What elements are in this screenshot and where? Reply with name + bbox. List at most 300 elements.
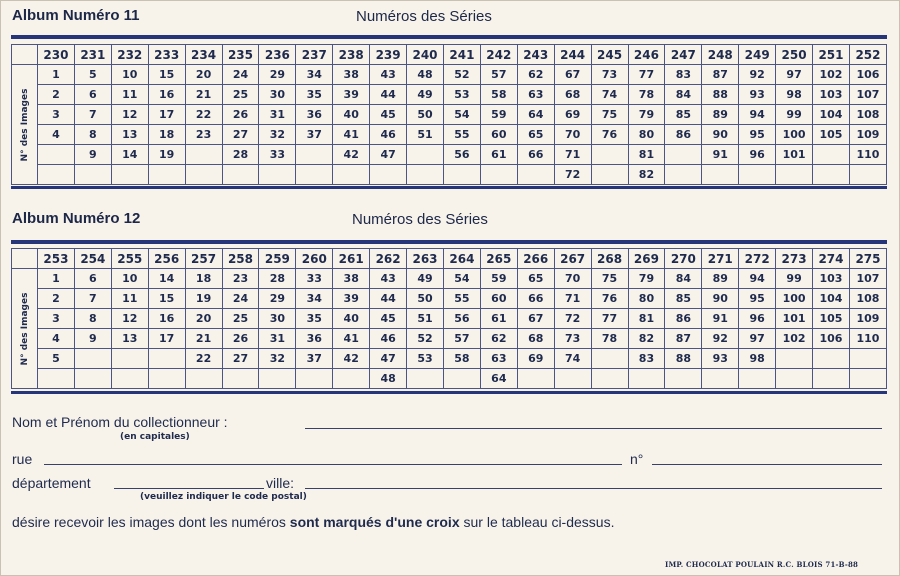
image-number-cell[interactable]: 51: [407, 309, 444, 329]
image-number-cell[interactable]: 53: [407, 349, 444, 369]
image-number-cell[interactable]: 61: [480, 145, 517, 165]
image-number-cell[interactable]: 104: [813, 289, 850, 309]
image-number-cell[interactable]: 109: [849, 309, 886, 329]
image-number-cell[interactable]: 19: [148, 145, 185, 165]
image-number-cell[interactable]: 8: [74, 125, 111, 145]
image-number-cell[interactable]: [185, 145, 222, 165]
image-number-cell[interactable]: 55: [443, 125, 480, 145]
image-number-cell[interactable]: 92: [739, 65, 776, 85]
image-number-cell[interactable]: 48: [407, 65, 444, 85]
image-number-cell[interactable]: 60: [480, 125, 517, 145]
image-number-cell[interactable]: 38: [333, 65, 370, 85]
city-label: ville:: [266, 475, 295, 491]
image-number-cell[interactable]: 70: [554, 269, 591, 289]
image-number-cell[interactable]: 20: [185, 309, 222, 329]
image-number-cell[interactable]: [370, 165, 407, 185]
image-number-cell[interactable]: [776, 165, 813, 185]
image-number-cell[interactable]: 14: [148, 269, 185, 289]
image-number-cell[interactable]: 42: [333, 349, 370, 369]
image-number-cell[interactable]: 23: [222, 269, 259, 289]
image-number-cell[interactable]: 9: [74, 145, 111, 165]
album-12-top-rule: [11, 240, 887, 244]
image-number-cell[interactable]: [74, 349, 111, 369]
image-number-cell[interactable]: [333, 369, 370, 389]
image-number-cell[interactable]: [259, 369, 296, 389]
image-number-cell[interactable]: 35: [296, 309, 333, 329]
image-number-cell[interactable]: 76: [591, 289, 628, 309]
image-number-cell[interactable]: 108: [849, 289, 886, 309]
image-number-cell[interactable]: 31: [259, 105, 296, 125]
image-number-cell[interactable]: 45: [370, 105, 407, 125]
image-number-cell[interactable]: 84: [665, 269, 702, 289]
image-number-cell[interactable]: 81: [628, 309, 665, 329]
image-number-cell[interactable]: 22: [185, 349, 222, 369]
image-number-cell[interactable]: 13: [111, 329, 148, 349]
image-number-cell[interactable]: [443, 165, 480, 185]
image-number-cell[interactable]: [38, 369, 75, 389]
image-number-cell[interactable]: 33: [259, 145, 296, 165]
image-number-cell[interactable]: 14: [111, 145, 148, 165]
image-number-cell[interactable]: 44: [370, 289, 407, 309]
image-number-cell[interactable]: 81: [628, 145, 665, 165]
image-number-cell[interactable]: 36: [296, 329, 333, 349]
image-number-cell[interactable]: 74: [554, 349, 591, 369]
image-number-cell[interactable]: 106: [849, 65, 886, 85]
image-number-cell[interactable]: 43: [370, 65, 407, 85]
table-row: [12, 269, 887, 289]
image-number-cell[interactable]: 47: [370, 349, 407, 369]
image-number-cell[interactable]: 77: [628, 65, 665, 85]
image-number-cell[interactable]: 3: [38, 309, 75, 329]
image-number-cell[interactable]: 70: [554, 125, 591, 145]
image-number-cell[interactable]: 6: [74, 269, 111, 289]
image-number-cell[interactable]: 64: [480, 369, 517, 389]
image-number-cell[interactable]: 89: [702, 269, 739, 289]
image-number-cell[interactable]: 11: [111, 85, 148, 105]
image-number-cell[interactable]: 103: [813, 269, 850, 289]
image-number-cell[interactable]: 101: [776, 145, 813, 165]
image-number-cell[interactable]: 10: [111, 65, 148, 85]
image-number-cell[interactable]: 41: [333, 329, 370, 349]
image-number-cell[interactable]: 69: [554, 105, 591, 125]
image-number-cell[interactable]: 62: [480, 329, 517, 349]
image-number-cell[interactable]: 32: [259, 125, 296, 145]
image-number-cell[interactable]: 12: [111, 105, 148, 125]
image-number-cell[interactable]: [148, 349, 185, 369]
image-number-cell[interactable]: 100: [776, 125, 813, 145]
image-number-cell[interactable]: 46: [370, 329, 407, 349]
image-number-cell[interactable]: 3: [38, 105, 75, 125]
series-header: 271: [702, 249, 739, 269]
image-number-cell[interactable]: 20: [185, 65, 222, 85]
image-number-cell[interactable]: 85: [665, 289, 702, 309]
image-number-cell[interactable]: 34: [296, 65, 333, 85]
image-number-cell[interactable]: 27: [222, 349, 259, 369]
image-number-cell[interactable]: 63: [480, 349, 517, 369]
image-number-cell[interactable]: 39: [333, 85, 370, 105]
image-number-cell[interactable]: 30: [259, 85, 296, 105]
image-number-cell[interactable]: 107: [849, 85, 886, 105]
image-number-cell[interactable]: 76: [591, 125, 628, 145]
image-number-cell[interactable]: 93: [739, 85, 776, 105]
image-number-cell[interactable]: 62: [517, 65, 554, 85]
image-number-cell[interactable]: 57: [443, 329, 480, 349]
image-number-cell[interactable]: 18: [185, 269, 222, 289]
image-number-cell[interactable]: 87: [665, 329, 702, 349]
image-number-cell[interactable]: 67: [554, 65, 591, 85]
image-number-cell[interactable]: 9: [74, 329, 111, 349]
image-number-cell[interactable]: 30: [259, 309, 296, 329]
image-number-cell[interactable]: [554, 369, 591, 389]
image-number-cell[interactable]: 108: [849, 105, 886, 125]
image-number-cell[interactable]: [665, 145, 702, 165]
image-number-cell[interactable]: 65: [517, 269, 554, 289]
image-number-cell[interactable]: [74, 165, 111, 185]
image-number-cell[interactable]: 95: [739, 125, 776, 145]
number-field[interactable]: [652, 464, 882, 465]
image-number-cell[interactable]: 24: [222, 289, 259, 309]
image-number-cell[interactable]: 36: [296, 105, 333, 125]
image-number-cell[interactable]: 51: [407, 125, 444, 145]
image-number-cell[interactable]: 2: [38, 85, 75, 105]
image-number-cell[interactable]: 32: [259, 349, 296, 369]
image-number-cell[interactable]: 1: [38, 269, 75, 289]
image-number-cell[interactable]: 13: [111, 125, 148, 145]
image-number-cell[interactable]: 72: [554, 309, 591, 329]
image-number-cell[interactable]: [443, 369, 480, 389]
image-number-cell[interactable]: [849, 369, 886, 389]
image-number-cell[interactable]: [813, 145, 850, 165]
image-number-cell[interactable]: 98: [776, 85, 813, 105]
image-number-cell[interactable]: 96: [739, 309, 776, 329]
image-number-cell[interactable]: 18: [148, 125, 185, 145]
image-number-cell[interactable]: [296, 145, 333, 165]
image-number-cell[interactable]: 23: [185, 125, 222, 145]
image-number-cell[interactable]: 52: [443, 65, 480, 85]
image-number-cell[interactable]: [222, 369, 259, 389]
image-number-cell[interactable]: 73: [591, 65, 628, 85]
image-number-cell[interactable]: [739, 165, 776, 185]
image-number-cell[interactable]: 93: [702, 349, 739, 369]
image-number-cell[interactable]: 79: [628, 269, 665, 289]
image-number-cell[interactable]: 66: [517, 145, 554, 165]
image-number-cell[interactable]: 7: [74, 105, 111, 125]
image-number-cell[interactable]: 44: [370, 85, 407, 105]
image-number-cell[interactable]: 105: [813, 309, 850, 329]
series-header: 245: [591, 45, 628, 65]
image-number-cell[interactable]: 11: [111, 289, 148, 309]
image-number-cell[interactable]: [517, 369, 554, 389]
image-number-cell[interactable]: [591, 145, 628, 165]
series-header: 274: [813, 249, 850, 269]
image-number-cell[interactable]: 85: [665, 105, 702, 125]
image-number-cell[interactable]: 5: [74, 65, 111, 85]
image-number-cell[interactable]: 94: [739, 105, 776, 125]
image-number-cell[interactable]: [38, 165, 75, 185]
image-number-cell[interactable]: 15: [148, 65, 185, 85]
series-header: 253: [38, 249, 75, 269]
image-number-cell[interactable]: 17: [148, 329, 185, 349]
image-number-cell[interactable]: [591, 349, 628, 369]
image-number-cell[interactable]: 33: [296, 269, 333, 289]
image-number-cell[interactable]: 90: [702, 289, 739, 309]
image-number-cell[interactable]: [591, 369, 628, 389]
image-number-cell[interactable]: 60: [480, 289, 517, 309]
image-number-cell[interactable]: [813, 369, 850, 389]
image-number-cell[interactable]: 28: [259, 269, 296, 289]
image-number-cell[interactable]: 102: [776, 329, 813, 349]
image-number-cell[interactable]: 80: [628, 289, 665, 309]
image-number-cell[interactable]: 65: [517, 125, 554, 145]
image-number-cell[interactable]: 24: [222, 65, 259, 85]
image-number-cell[interactable]: [702, 165, 739, 185]
image-number-cell[interactable]: 47: [370, 145, 407, 165]
image-number-cell[interactable]: 103: [813, 85, 850, 105]
image-number-cell[interactable]: 89: [702, 105, 739, 125]
image-number-cell[interactable]: 84: [665, 85, 702, 105]
image-number-cell[interactable]: [222, 165, 259, 185]
image-number-cell[interactable]: 48: [370, 369, 407, 389]
image-number-cell[interactable]: [628, 369, 665, 389]
image-number-cell[interactable]: 97: [739, 329, 776, 349]
image-number-cell[interactable]: 7: [74, 289, 111, 309]
street-label: rue: [12, 451, 33, 467]
image-number-cell[interactable]: [480, 165, 517, 185]
image-number-cell[interactable]: 8: [74, 309, 111, 329]
image-number-cell[interactable]: [333, 165, 370, 185]
image-number-cell[interactable]: 82: [628, 329, 665, 349]
image-number-cell[interactable]: 56: [443, 145, 480, 165]
image-number-cell[interactable]: [665, 165, 702, 185]
image-number-cell[interactable]: 25: [222, 85, 259, 105]
image-number-cell[interactable]: 78: [628, 85, 665, 105]
image-number-cell[interactable]: 46: [370, 125, 407, 145]
image-number-cell[interactable]: 72: [554, 165, 591, 185]
image-number-cell[interactable]: 6: [74, 85, 111, 105]
image-number-cell[interactable]: 21: [185, 329, 222, 349]
image-number-cell[interactable]: 68: [554, 85, 591, 105]
image-number-cell[interactable]: 77: [591, 309, 628, 329]
image-number-cell[interactable]: 22: [185, 105, 222, 125]
image-number-cell[interactable]: 107: [849, 269, 886, 289]
series-header: 251: [813, 45, 850, 65]
image-number-cell[interactable]: 78: [591, 329, 628, 349]
image-number-cell[interactable]: 10: [111, 269, 148, 289]
image-number-cell[interactable]: 15: [148, 289, 185, 309]
image-number-cell[interactable]: 4: [38, 329, 75, 349]
image-number-cell[interactable]: 31: [259, 329, 296, 349]
image-number-cell[interactable]: 105: [813, 125, 850, 145]
image-number-cell[interactable]: [591, 165, 628, 185]
image-number-cell[interactable]: [665, 369, 702, 389]
album-11-top-rule: [11, 35, 887, 39]
image-number-cell[interactable]: 50: [407, 105, 444, 125]
image-number-cell[interactable]: 83: [665, 65, 702, 85]
image-number-cell[interactable]: 67: [517, 309, 554, 329]
image-number-cell[interactable]: 83: [628, 349, 665, 369]
image-number-cell[interactable]: 49: [407, 85, 444, 105]
image-number-cell[interactable]: 21: [185, 85, 222, 105]
image-number-cell[interactable]: 96: [739, 145, 776, 165]
name-label: Nom et Prénom du collectionneur :: [12, 414, 228, 430]
image-number-cell[interactable]: 26: [222, 105, 259, 125]
image-number-cell[interactable]: 16: [148, 309, 185, 329]
image-number-cell[interactable]: 29: [259, 65, 296, 85]
city-field[interactable]: [305, 488, 882, 489]
image-number-cell[interactable]: [813, 349, 850, 369]
image-number-cell[interactable]: 57: [480, 65, 517, 85]
image-number-cell[interactable]: 58: [443, 349, 480, 369]
image-number-cell[interactable]: 52: [407, 329, 444, 349]
image-number-cell[interactable]: 5: [38, 349, 75, 369]
image-number-cell[interactable]: [111, 349, 148, 369]
image-number-cell[interactable]: 29: [259, 289, 296, 309]
image-number-cell[interactable]: 74: [591, 85, 628, 105]
image-number-cell[interactable]: [74, 369, 111, 389]
name-field[interactable]: [305, 428, 882, 429]
image-number-cell[interactable]: [296, 369, 333, 389]
image-number-cell[interactable]: 92: [702, 329, 739, 349]
request-bold: sont marqués d'une croix: [289, 514, 460, 530]
image-number-cell[interactable]: 37: [296, 125, 333, 145]
album-12-table: [11, 248, 887, 389]
image-number-cell[interactable]: [111, 369, 148, 389]
image-number-cell[interactable]: [849, 349, 886, 369]
image-number-cell[interactable]: [813, 165, 850, 185]
image-number-cell[interactable]: 2: [38, 289, 75, 309]
image-number-cell[interactable]: 39: [333, 289, 370, 309]
dept-field[interactable]: [114, 488, 264, 489]
image-number-cell[interactable]: 75: [591, 105, 628, 125]
image-number-cell[interactable]: 50: [407, 289, 444, 309]
table-row: [12, 105, 887, 125]
image-number-cell[interactable]: 54: [443, 105, 480, 125]
image-number-cell[interactable]: [849, 165, 886, 185]
image-number-cell[interactable]: 88: [665, 349, 702, 369]
image-number-cell[interactable]: 61: [480, 309, 517, 329]
image-number-cell[interactable]: [517, 165, 554, 185]
image-number-cell[interactable]: [148, 165, 185, 185]
image-number-cell[interactable]: 71: [554, 289, 591, 309]
image-number-cell[interactable]: 27: [222, 125, 259, 145]
image-number-cell[interactable]: 110: [849, 145, 886, 165]
street-field[interactable]: [44, 464, 622, 465]
image-number-cell[interactable]: 55: [443, 289, 480, 309]
series-header: 230: [38, 45, 75, 65]
image-number-cell[interactable]: 35: [296, 85, 333, 105]
image-number-cell[interactable]: 110: [849, 329, 886, 349]
image-number-cell[interactable]: [776, 349, 813, 369]
image-number-cell[interactable]: [185, 165, 222, 185]
image-number-cell[interactable]: 86: [665, 125, 702, 145]
image-number-cell[interactable]: 41: [333, 125, 370, 145]
image-number-cell[interactable]: 26: [222, 329, 259, 349]
image-number-cell[interactable]: 17: [148, 105, 185, 125]
image-number-cell[interactable]: 69: [517, 349, 554, 369]
image-number-cell[interactable]: 42: [333, 145, 370, 165]
image-number-cell[interactable]: 12: [111, 309, 148, 329]
image-number-cell[interactable]: [148, 369, 185, 389]
image-number-cell[interactable]: 45: [370, 309, 407, 329]
image-number-cell[interactable]: 102: [813, 65, 850, 85]
image-number-cell[interactable]: [185, 369, 222, 389]
image-number-cell[interactable]: 49: [407, 269, 444, 289]
image-number-cell[interactable]: 16: [148, 85, 185, 105]
image-number-cell[interactable]: 38: [333, 269, 370, 289]
image-number-cell[interactable]: 75: [591, 269, 628, 289]
image-number-cell[interactable]: 91: [702, 145, 739, 165]
image-number-cell[interactable]: 4: [38, 125, 75, 145]
image-number-cell[interactable]: 97: [776, 65, 813, 85]
image-number-cell[interactable]: 25: [222, 309, 259, 329]
image-number-cell[interactable]: 56: [443, 309, 480, 329]
image-number-cell[interactable]: 59: [480, 105, 517, 125]
image-number-cell[interactable]: 91: [702, 309, 739, 329]
image-number-cell[interactable]: 101: [776, 309, 813, 329]
image-number-cell[interactable]: 104: [813, 105, 850, 125]
image-number-cell[interactable]: 98: [739, 349, 776, 369]
image-number-cell[interactable]: [702, 369, 739, 389]
image-number-cell[interactable]: 68: [517, 329, 554, 349]
image-number-cell[interactable]: [38, 145, 75, 165]
image-number-cell[interactable]: 109: [849, 125, 886, 145]
image-number-cell[interactable]: 40: [333, 105, 370, 125]
image-number-cell[interactable]: 80: [628, 125, 665, 145]
image-number-cell[interactable]: [296, 165, 333, 185]
series-header: 258: [222, 249, 259, 269]
image-number-cell[interactable]: [407, 165, 444, 185]
image-number-cell[interactable]: [776, 369, 813, 389]
number-label: n°: [630, 451, 644, 467]
image-number-cell[interactable]: 90: [702, 125, 739, 145]
image-number-cell[interactable]: 100: [776, 289, 813, 309]
image-number-cell[interactable]: [111, 165, 148, 185]
image-number-cell[interactable]: [407, 145, 444, 165]
image-number-cell[interactable]: 34: [296, 289, 333, 309]
image-number-cell[interactable]: 73: [554, 329, 591, 349]
image-number-cell[interactable]: 58: [480, 85, 517, 105]
image-number-cell[interactable]: 19: [185, 289, 222, 309]
image-number-cell[interactable]: 53: [443, 85, 480, 105]
image-number-cell[interactable]: 82: [628, 165, 665, 185]
series-header: 248: [702, 45, 739, 65]
image-number-cell[interactable]: [739, 369, 776, 389]
image-number-cell[interactable]: 64: [517, 105, 554, 125]
image-number-cell[interactable]: 63: [517, 85, 554, 105]
table-row: [12, 85, 887, 105]
image-number-cell[interactable]: 99: [776, 105, 813, 125]
image-number-cell[interactable]: 66: [517, 289, 554, 309]
image-number-cell[interactable]: 37: [296, 349, 333, 369]
image-number-cell[interactable]: [259, 165, 296, 185]
image-number-cell[interactable]: 40: [333, 309, 370, 329]
image-number-cell[interactable]: 71: [554, 145, 591, 165]
image-number-cell[interactable]: 54: [443, 269, 480, 289]
image-number-cell[interactable]: 87: [702, 65, 739, 85]
image-number-cell[interactable]: 106: [813, 329, 850, 349]
image-number-cell[interactable]: 59: [480, 269, 517, 289]
image-number-cell[interactable]: 1: [38, 65, 75, 85]
image-number-cell[interactable]: 99: [776, 269, 813, 289]
image-number-cell[interactable]: 28: [222, 145, 259, 165]
image-number-cell[interactable]: 88: [702, 85, 739, 105]
image-number-cell[interactable]: [407, 369, 444, 389]
image-number-cell[interactable]: 43: [370, 269, 407, 289]
image-number-cell[interactable]: 94: [739, 269, 776, 289]
image-number-cell[interactable]: 79: [628, 105, 665, 125]
image-number-cell[interactable]: 95: [739, 289, 776, 309]
image-number-cell[interactable]: 86: [665, 309, 702, 329]
